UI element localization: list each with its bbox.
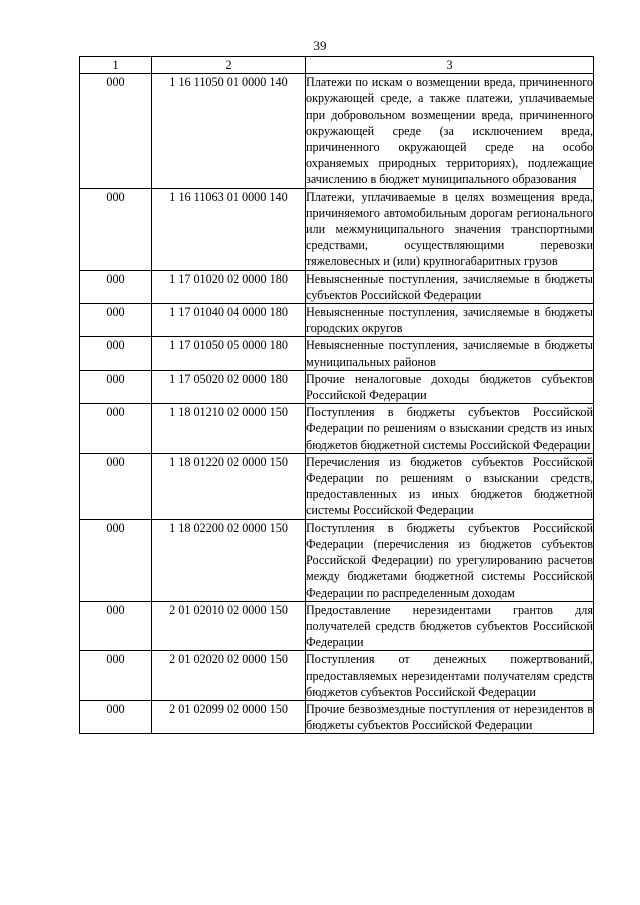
budget-code-cell: 1 18 02200 02 0000 150	[152, 519, 306, 601]
budget-code-cell: 2 01 02010 02 0000 150	[152, 601, 306, 651]
admin-code-cell: 000	[80, 270, 152, 303]
table-row	[80, 404, 594, 454]
description-cell: Платежи по искам о возмещении вреда, причиненного окружающей среде, а также платежи, уплачиваемые при добровольном возмещении вреда, причиненного окружающей среде (за исключением вреда, причиненного окружающей среде на особо охраняемых природных территориях), подлежащие зачислению в бюджет муниципального образования	[306, 75, 593, 187]
budget-code-cell: 1 17 01040 04 0000 180	[152, 304, 306, 337]
admin-code-cell: 000	[80, 337, 152, 370]
description-cell: Поступления от денежных пожертвований, предоставляемых нерезидентами получателям средств бюджетов субъектов Российской Федерации	[306, 652, 593, 699]
description-cell: Прочие безвозмездные поступления от нерезидентов в бюджеты субъектов Российской Федерации	[306, 701, 593, 733]
table-row	[80, 519, 594, 601]
column-header-2: 2	[152, 57, 306, 74]
table-row	[80, 700, 594, 733]
budget-classification-table	[79, 56, 594, 734]
column-header-3: 3	[306, 57, 594, 74]
table-header-row	[80, 57, 594, 74]
admin-code-cell: 000	[80, 370, 152, 403]
admin-code-cell: 000	[80, 700, 152, 733]
table-row	[80, 601, 594, 651]
admin-code-cell: 000	[80, 601, 152, 651]
budget-code-cell: 2 01 02020 02 0000 150	[152, 651, 306, 701]
admin-code-cell: 000	[80, 453, 152, 519]
budget-code-cell: 1 17 01020 02 0000 180	[152, 270, 306, 303]
table-row	[80, 304, 594, 337]
table-row	[80, 370, 594, 403]
table-row	[80, 337, 594, 370]
table-row	[80, 651, 594, 701]
column-header-1: 1	[80, 57, 152, 74]
description-cell: Невыясненные поступления, зачисляемые в бюджеты муниципальных районов	[306, 338, 593, 369]
table-row	[80, 270, 594, 303]
table-row	[80, 74, 594, 188]
budget-code-cell: 2 01 02099 02 0000 150	[152, 700, 306, 733]
budget-code-cell: 1 18 01210 02 0000 150	[152, 404, 306, 454]
description-cell: Невыясненные поступления, зачисляемые в бюджеты городских округов	[306, 305, 593, 336]
description-cell: Поступления в бюджеты субъектов Российской Федерации по решениям о взыскании средств из иных бюджетов бюджетной системы Российской Федерации	[306, 405, 593, 452]
description-cell: Прочие неналоговые доходы бюджетов субъектов Российской Федерации	[306, 371, 593, 403]
description-cell: Поступления в бюджеты субъектов Российской Федерации (перечисления из бюджетов субъектов Российской Федерации) по урегулированию расчетов между бюджетами бюджетной системы Российской Федерации по распределенным доходам	[306, 520, 593, 600]
description-cell: Невыясненные поступления, зачисляемые в бюджеты субъектов Российской Федерации	[306, 271, 593, 302]
admin-code-cell: 000	[80, 651, 152, 701]
admin-code-cell: 000	[80, 304, 152, 337]
budget-code-cell: 1 17 05020 02 0000 180	[152, 370, 306, 403]
table-row	[80, 453, 594, 519]
admin-code-cell: 000	[80, 74, 152, 188]
description-cell: Предоставление нерезидентами грантов для получателей средств бюджетов субъектов Российской Федерации	[306, 602, 593, 650]
admin-code-cell: 000	[80, 519, 152, 601]
budget-code-cell: 1 16 11050 01 0000 140	[152, 74, 306, 188]
table-row	[80, 188, 594, 270]
description-cell: Платежи, уплачиваемые в целях возмещения вреда, причиняемого автомобильным дорогам регионального или межмуниципального значения транспортными средствами, осуществляющими перевозки тяжеловесных и (или) крупногабаритных грузов	[306, 189, 593, 269]
budget-code-cell: 1 17 01050 05 0000 180	[152, 337, 306, 370]
admin-code-cell: 000	[80, 404, 152, 454]
page-number: 39	[313, 38, 327, 53]
budget-code-cell: 1 16 11063 01 0000 140	[152, 188, 306, 270]
description-cell: Перечисления из бюджетов субъектов Российской Федерации по решениям о взыскании средств, предоставленных из иных бюджетов бюджетной системы Российской Федерации	[306, 454, 593, 518]
budget-code-cell: 1 18 01220 02 0000 150	[152, 453, 306, 519]
admin-code-cell: 000	[80, 188, 152, 270]
